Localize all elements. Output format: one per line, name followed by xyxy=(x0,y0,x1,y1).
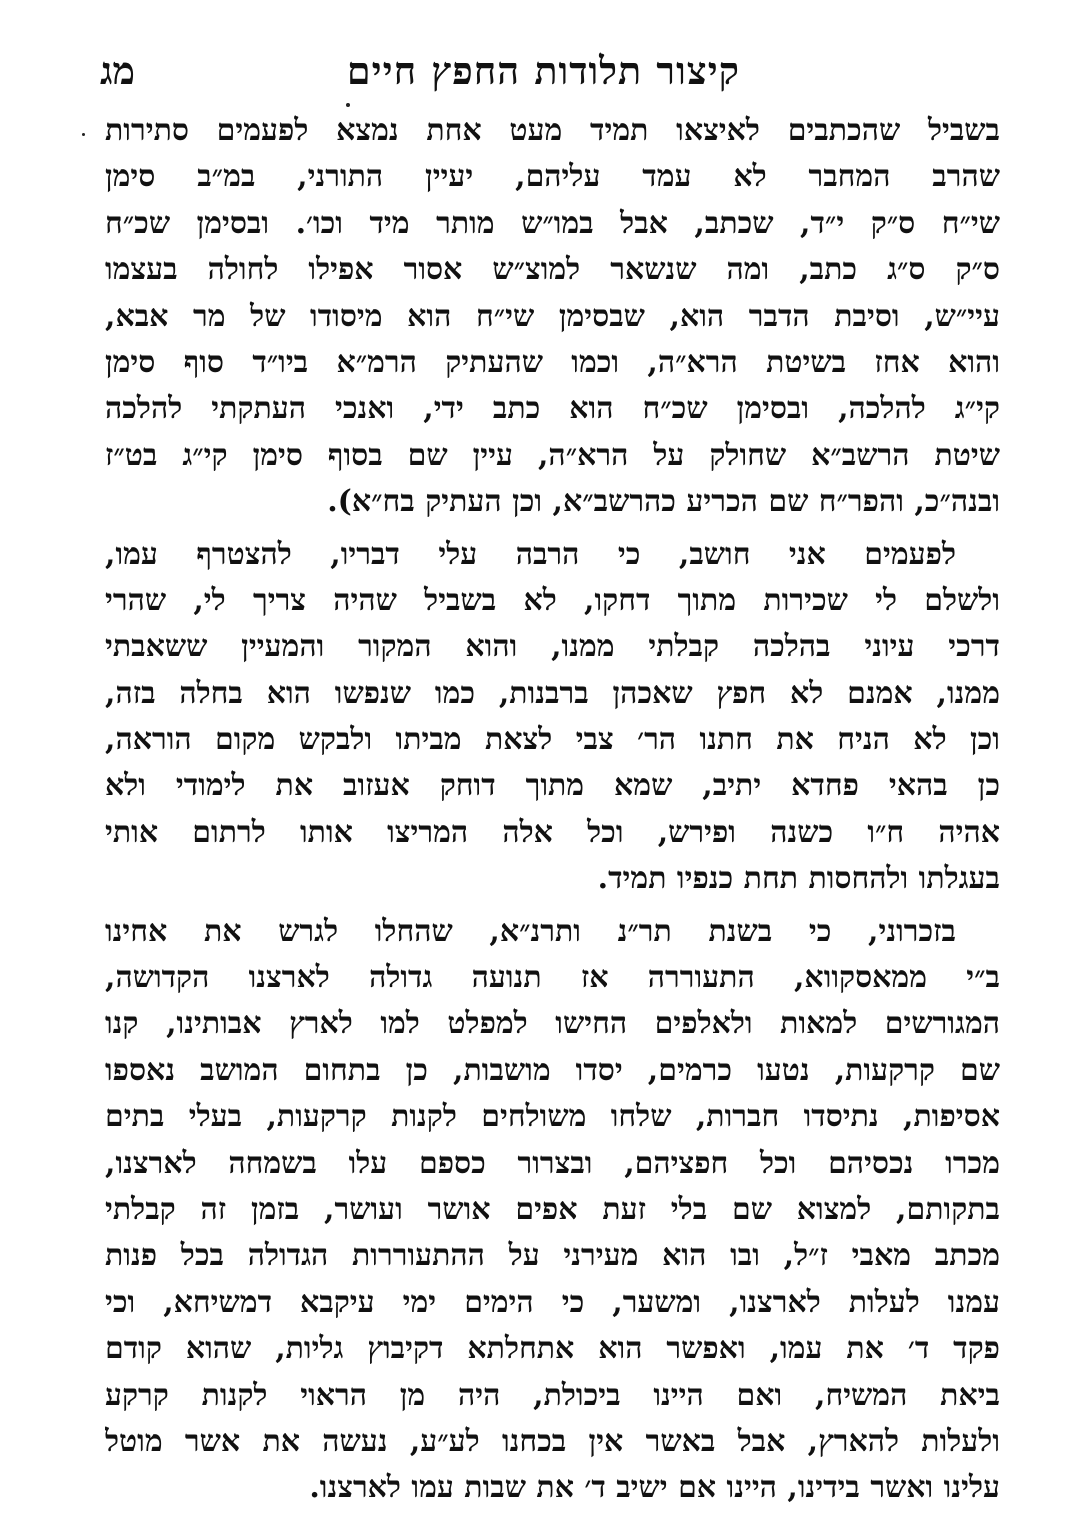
text-line: המגורשים למאות ולאלפים החישו למפלט למו לארץ אבותינו, קנו xyxy=(105,1006,1000,1042)
text-line: קי״ג להלכה, ובסימן שכ״ח הוא כתב ידי, ואנכי העתקתי להלכה xyxy=(105,391,1000,427)
text-line: ולעלות להארץ, אבל באשר אין בכחנו לע״ע, נעשה את אשר מוטל xyxy=(105,1423,1000,1459)
text-line: עמנו לעלות לארצנו, ומשער, כי הימים ימי עיקבא דמשיחא, וכי xyxy=(105,1284,1000,1320)
text-line: ובנה״כ, והפר״ח שם הכריע כהרשב״א, וכן העתיק בח״א). xyxy=(327,484,1000,520)
text-line: שיטת הרשב״א שחולק על הרא״ה, עיין שם בסוף סימן קי״ג בט״ז xyxy=(105,437,1000,473)
text-line: לפעמים אני חושב, כי הרבה עלי דבריו, להצטרף עמו, xyxy=(105,536,956,572)
paragraph xyxy=(105,108,1000,526)
body-text xyxy=(105,108,1000,1512)
text-line: אסיפות, נתיסדו חברות, שלחו משולחים לקנות קרקעות, בעלי בתים xyxy=(105,1099,1000,1135)
text-line: ס״ק ס״ג כתב, ומה שנשאר למוצ״ש אסור אפילו לחולה בעצמו xyxy=(105,252,1000,288)
text-line: שי״ח ס״ק י״ד, שכתב, אבל במו״ש מותר מיד וכו׳. ובסימן שכ״ח xyxy=(105,205,1000,241)
text-line: מכרו נכסיהם וכל חפציהם, ובצרור כספם עלו בשמחה לארצנו, xyxy=(105,1145,1000,1181)
text-line: בשביל שהכתבים לאיצאו תמיד מעט אחת נמצא לפעמים סתירות xyxy=(105,113,1000,148)
text-line: מכתב מאבי ז״ל, ובו הוא מעירני על ההתעוררות הגדולה בכל פנות xyxy=(105,1238,1000,1274)
running-header xyxy=(100,48,1000,98)
text-line: בעגלתו ולהחסות תחת כנפיו תמיד. xyxy=(597,861,1000,897)
text-line: בתקותם, למצוא שם בלי זעת אפים אושר ועושר, בזמן זה קבלתי xyxy=(105,1191,1000,1227)
paragraph xyxy=(105,532,1000,903)
text-line: שם קרקעות, נטעו כרמים, יסדו מושבות, כן בתחום המושב נאספו xyxy=(105,1052,1000,1088)
text-line: כן בהאי פחדא יתיב, שמא מתוך דוחק אעזוב את לימודי ולא xyxy=(105,768,1000,804)
text-line: אהיה ח״ו כשנה ופירש, וכל אלה המריצו אותו לרתום אותי xyxy=(105,814,1000,850)
paragraph xyxy=(105,909,1000,1512)
text-line: שהרב המחבר לא עמד עליהם, יעיין התורני, במ״ב סימן xyxy=(105,159,1000,195)
text-line: והוא אחז בשיטת הרא״ה, וכמו שהעתיק הרמ״א ביו״ד סוף סימן xyxy=(105,344,1000,380)
page-number: מג xyxy=(100,48,136,93)
scan-speck xyxy=(346,103,350,107)
text-line: דרכי עיוני בהלכה קבלתי ממנו, והוא המקור והמעיין ששאבתי xyxy=(105,629,1000,665)
text-line: ב״י ממאסקווא, התעוררה אז תנועה גדולה לארצנו הקדושה, xyxy=(105,960,1000,996)
text-line: ביאת המשיח, ואם היינו ביכולת, היה מן הראוי לקנות קרקע xyxy=(105,1377,1000,1413)
text-line: בזכרוני, כי בשנת תר״נ ותרנ״א, שהחלו לגרש את אחינו xyxy=(105,913,956,949)
running-title: קיצור תלודות החפץ חיים xyxy=(346,48,740,93)
text-line: ולשלם לי שכירות מתוך דחקו, לא בשביל שהיה צריך לי, שהרי xyxy=(105,582,1000,618)
scan-speck xyxy=(82,133,85,136)
text-line: פקד ד׳ את עמו, ואפשר הוא אתחלתא דקיבוץ גליות, שהוא קודם xyxy=(105,1331,1000,1367)
text-line: עיי״ש, וסיבת הדבר הוא, שבסימן שי״ח הוא מיסודו של מר אבא, xyxy=(105,298,1000,334)
text-line: וכן לא הניח את חתנו הר׳ צבי לצאת מביתו ולבקש מקום הוראה, xyxy=(105,722,1000,758)
text-line: ממנו, אמנם לא חפץ שאכהן ברבנות, כמו שנפשו הוא בחלה בזה, xyxy=(105,675,1000,711)
text-line: עלינו ואשר בידינו, היינו אם ישיב ד׳ את שבות עמו לארצנו. xyxy=(309,1470,1000,1506)
